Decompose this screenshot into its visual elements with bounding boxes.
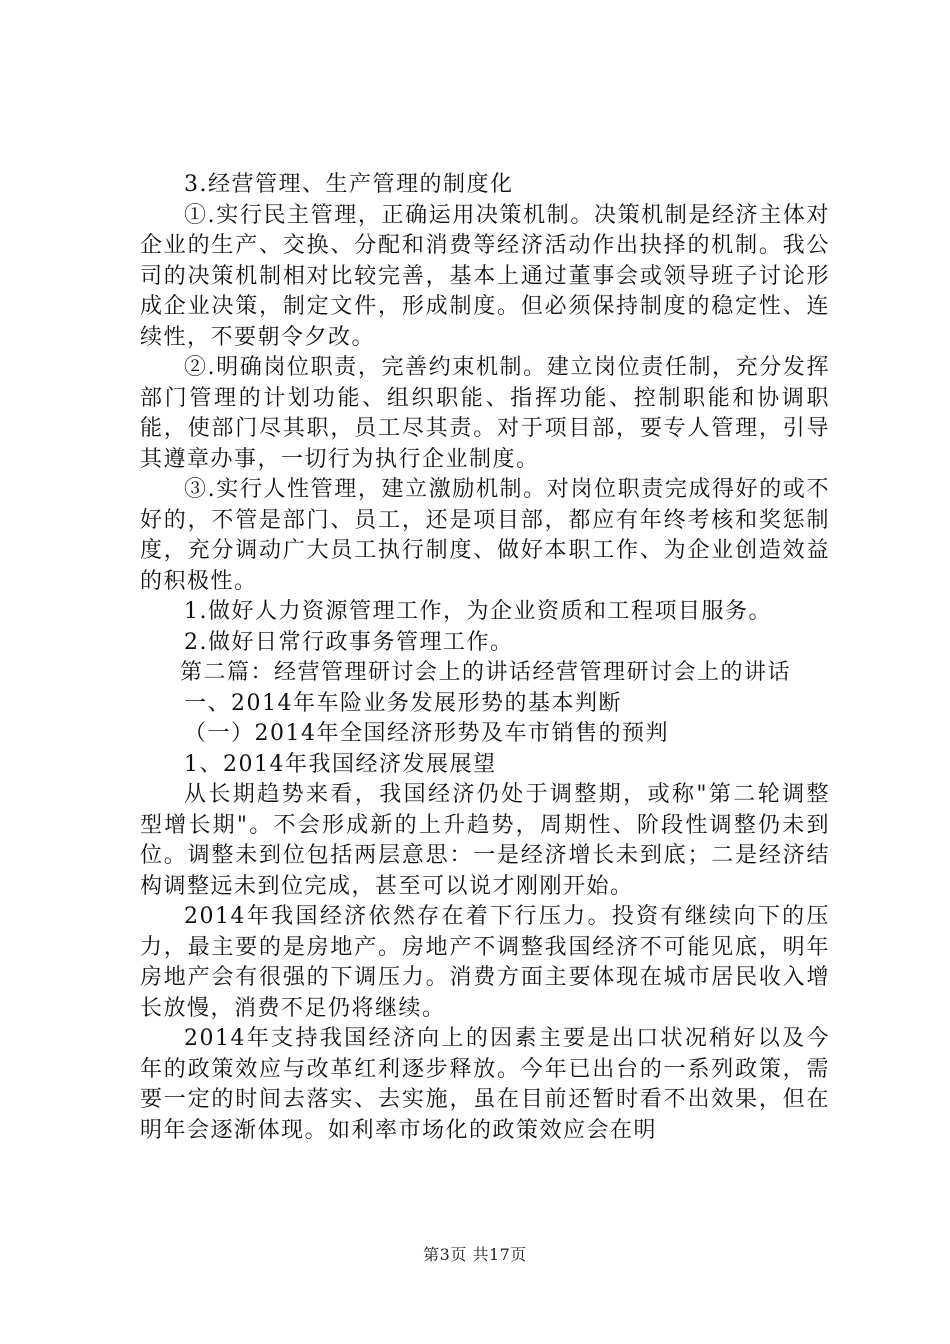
paragraph: 2014年支持我国经济向上的因素主要是出口状况稍好以及今年的政策效应与改革红利逐步释放。今年已出台的一系列政策，需要一定的时间去落实、去实施，虽在目前还暂时看不出效果，但在明年会逐渐体现。如利率市场化的政策效应会在明 — [140, 1026, 830, 1143]
paragraph: ①.实行民主管理，正确运用决策机制。决策机制是经济主体对企业的生产、交换、分配和消费等经济活动作出抉择的机制。我公司的决策机制相对比较完善，基本上通过董事会或领导班子讨论形成企业决策，制定文件，形成制度。但必须保持制度的稳定性、连续性，不要朝令夕改。 — [140, 202, 830, 350]
document-body — [140, 170, 830, 1146]
paragraph: ②.明确岗位职责，完善约束机制。建立岗位责任制，充分发挥部门管理的计划功能、组织职能、指挥功能、控制职能和协调职能，使部门尽其职，员工尽其责。对于项目部，要专人管理，引导其遵章办事，一切行为执行企业制度。 — [140, 355, 830, 472]
subsection-heading: 1、2014年我国经济发展展望 — [184, 751, 497, 777]
chapter-title: 第二篇：经营管理研讨会上的讲话经营管理研讨会上的讲话 — [180, 660, 792, 685]
paragraph: 1.做好人力资源管理工作，为企业资质和工程项目服务。 — [184, 599, 772, 624]
section-heading: 一、2014年车险业务发展形势的基本判断 — [184, 690, 622, 716]
paragraph: 2.做好日常行政事务管理工作。 — [184, 629, 514, 655]
section-heading: 3.经营管理、生产管理的制度化 — [184, 172, 514, 197]
paragraph: ③.实行人性管理，建立激励机制。对岗位职责完成得好的或不好的，不管是部门、员工，还是项目部，都应有年终考核和奖惩制度，充分调动广大员工执行制度、做好本职工作、为企业创造效益的积极性。 — [140, 477, 830, 594]
subsection-heading: （一）2014年全国经济形势及车市销售的预判 — [184, 721, 669, 746]
paragraph: 2014年我国经济依然存在着下行压力。投资有继续向下的压力，最主要的是房地产。房地产不调整我国经济不可能见底，明年房地产会有很强的下调压力。消费方面主要体现在城市居民收入增长放慢，消费不足仍将继续。 — [140, 904, 830, 1021]
page-number-footer: 第3页 共17页 — [423, 1245, 527, 1264]
paragraph: 从长期趋势来看，我国经济仍处于调整期，或称"第二轮调整型增长期"。不会形成新的上升趋势，周期性、阶段性调整仍未到位。调整未到位包括两层意思：一是经济增长未到底；二是经济结构调整远未到位完成，甚至可以说才刚刚开始。 — [140, 782, 830, 899]
